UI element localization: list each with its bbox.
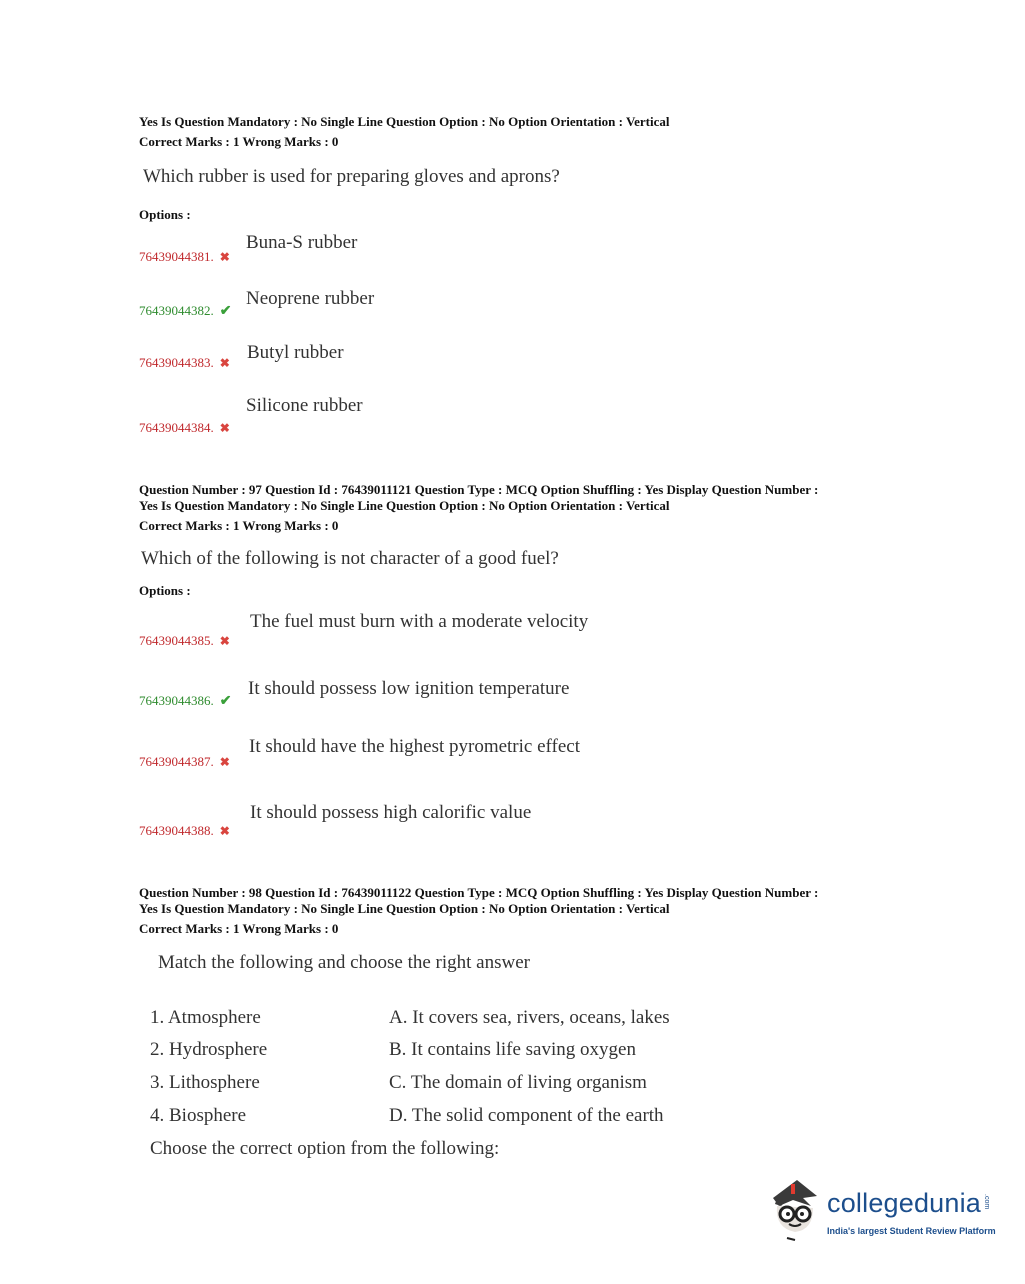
- q97-meta-line2: Yes Is Question Mandatory : No Single Line Question Option : No Option Orientation : Vertical: [139, 498, 670, 513]
- q96-option-3-id: 76439044383. ✖: [139, 355, 230, 370]
- q97-options-label: Options :: [139, 583, 191, 598]
- match-right-c: C. The domain of living organism: [389, 1072, 647, 1093]
- match-right-b: B. It contains life saving oxygen: [389, 1039, 636, 1060]
- q97-option-4-text: It should possess high calorific value: [250, 802, 532, 823]
- q97-option-1-text: The fuel must burn with a moderate velocity: [250, 611, 589, 632]
- q96-meta-line3: Correct Marks : 1 Wrong Marks : 0: [139, 134, 339, 149]
- q98-meta-line2: Yes Is Question Mandatory : No Single Line Question Option : No Option Orientation : Vertical: [139, 901, 670, 916]
- cross-icon: ✖: [219, 356, 230, 370]
- q96-option-1-text: Buna-S rubber: [246, 232, 358, 253]
- q97-meta-line1: Question Number : 97 Question Id : 76439011121 Question Type : MCQ Option Shuffling : Yes Display Question Number :: [139, 482, 819, 497]
- cross-icon: ✖: [219, 250, 230, 264]
- q96-option-3-text: Butyl rubber: [247, 342, 344, 363]
- match-left-2: 2. Hydrosphere: [150, 1039, 268, 1060]
- cross-icon: ✖: [219, 824, 230, 838]
- check-icon: ✔: [219, 304, 232, 319]
- q97-option-1-id: 76439044385. ✖: [139, 633, 230, 648]
- q96-meta-line2: Yes Is Question Mandatory : No Single Line Question Option : No Option Orientation : Vertical: [139, 114, 670, 129]
- cross-icon: ✖: [219, 755, 230, 769]
- cross-icon: ✖: [219, 634, 230, 648]
- match-left-3: 3. Lithosphere: [150, 1072, 260, 1093]
- logo-wordmark: collegedunia: [827, 1188, 982, 1218]
- collegedunia-logo: [767, 1176, 997, 1246]
- q96-option-2-text: Neoprene rubber: [246, 288, 375, 309]
- q97-meta-line3: Correct Marks : 1 Wrong Marks : 0: [139, 518, 339, 533]
- logo-tagline: India's largest Student Review Platform: [827, 1226, 996, 1236]
- q97-option-3-id: 76439044387. ✖: [139, 754, 230, 769]
- q96-option-4-id: 76439044384. ✖: [139, 420, 230, 435]
- q96-option-1-id: 76439044381. ✖: [139, 249, 230, 264]
- q96-options-label: Options :: [139, 207, 191, 222]
- match-left-1: 1. Atmosphere: [150, 1007, 261, 1028]
- match-right-d: D. The solid component of the earth: [389, 1105, 664, 1126]
- q96-option-2-id: 76439044382. ✔: [139, 303, 232, 319]
- q98-meta-line3: Correct Marks : 1 Wrong Marks : 0: [139, 921, 339, 936]
- q98-meta-line1: Question Number : 98 Question Id : 76439011122 Question Type : MCQ Option Shuffling : Yes Display Question Number :: [139, 885, 819, 900]
- q97-option-2-text: It should possess low ignition temperature: [248, 678, 570, 699]
- q97-option-3-text: It should have the highest pyrometric effect: [249, 736, 580, 757]
- q98-question: Match the following and choose the right answer: [158, 952, 530, 973]
- cross-icon: ✖: [219, 421, 230, 435]
- q98-footer: Choose the correct option from the following:: [150, 1138, 500, 1159]
- q96-option-4-text: Silicone rubber: [246, 395, 363, 416]
- check-icon: ✔: [219, 694, 232, 709]
- q97-question: Which of the following is not character of a good fuel?: [141, 548, 559, 569]
- match-left-4: 4. Biosphere: [150, 1105, 247, 1126]
- q97-option-4-id: 76439044388. ✖: [139, 823, 230, 838]
- mascot-with-glasses-icon: [767, 1176, 825, 1242]
- match-right-a: A. It covers sea, rivers, oceans, lakes: [389, 1007, 670, 1028]
- q96-question: Which rubber is used for preparing gloves and aprons?: [143, 166, 560, 187]
- q97-option-2-id: 76439044386. ✔: [139, 693, 232, 709]
- logo-suffix: .com: [983, 1194, 990, 1210]
